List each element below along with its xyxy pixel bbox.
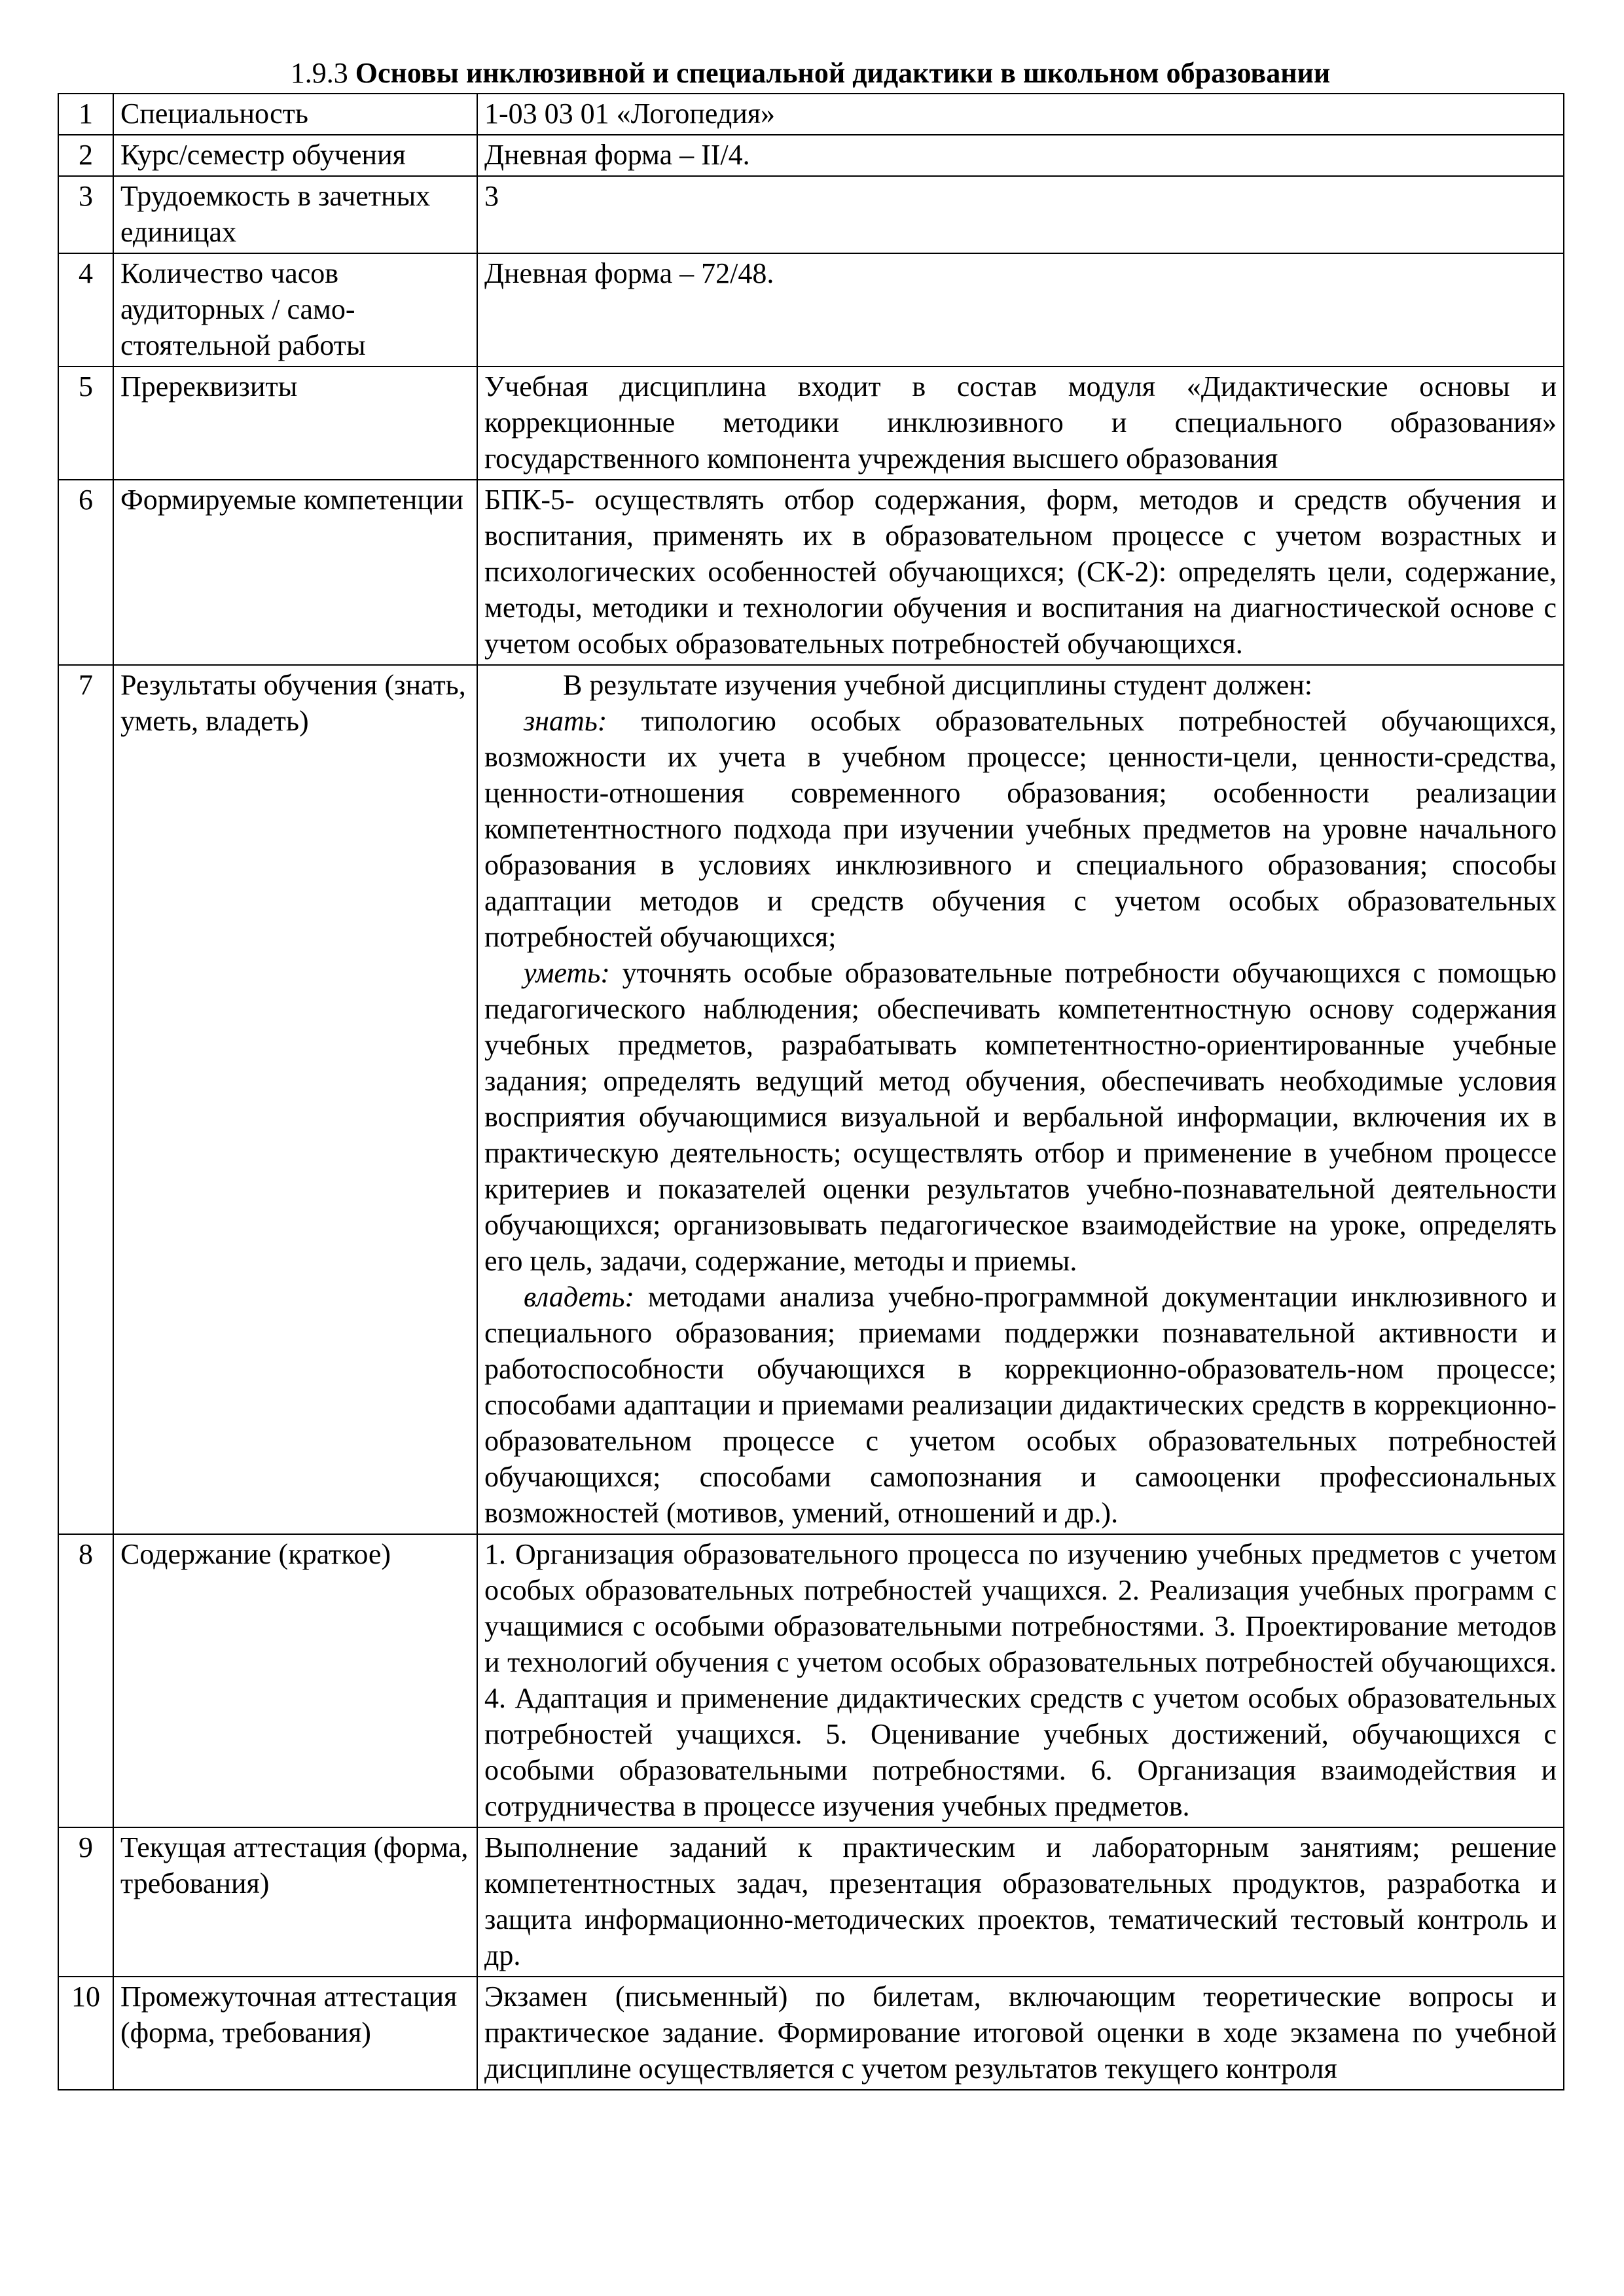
can-term: уметь: (524, 957, 610, 989)
table-row-learning-outcomes (58, 665, 1564, 1534)
row-number: 8 (58, 1534, 113, 1827)
row-label: Содержание (краткое) (113, 1534, 477, 1827)
row-label: Промежуточная аттестация (форма, требования) (113, 1977, 477, 2090)
outcomes-own (484, 1279, 1557, 1531)
document-page (58, 56, 1563, 2090)
row-value (477, 665, 1564, 1534)
section-number: 1.9.3 (290, 57, 348, 89)
row-value: 3 (477, 176, 1564, 253)
document-title (58, 56, 1563, 93)
row-number: 7 (58, 665, 113, 1534)
row-value: 1-03 03 01 «Логопедия» (477, 94, 1564, 135)
own-text: методами анализа учебно-программной документации инклюзивного и специального образования; приемами поддержки познавательной активности и работоспособности обучающихся в коррекционно-образователь-ном процессе; способами адаптации и приемами реализации дидактических средств в коррекционно-образовательном процессе с учетом особых образовательных потребностей обучающихся; способами самопознания и самооценки профессиональных возможностей (мотивов, умений, отношений и др.). (484, 1281, 1557, 1529)
row-label: Формируемые компетенции (113, 480, 477, 665)
row-label: Специальность (113, 94, 477, 135)
row-label: Результаты обучения (знать, уметь, владеть) (113, 665, 477, 1534)
row-number: 3 (58, 176, 113, 253)
row-number: 1 (58, 94, 113, 135)
table-row-interim-assessment (58, 1977, 1564, 2090)
row-label: Количество часов аудиторных / само-стоятельной работы (113, 253, 477, 367)
row-number: 10 (58, 1977, 113, 2090)
know-term: знать: (524, 705, 607, 737)
row-value: Дневная форма – II/4. (477, 135, 1564, 176)
row-value: Выполнение заданий к практическим и лабораторным занятиям; решение компетентностных задач, презентация образовательных продуктов, разработка и защита информационно-методических проектов, тематический тестовый контроль и др. (477, 1827, 1564, 1977)
row-number: 6 (58, 480, 113, 665)
row-label: Текущая аттестация (форма, требования) (113, 1827, 477, 1977)
syllabus-table (58, 93, 1564, 2090)
table-row-current-assessment (58, 1827, 1564, 1977)
row-value: БПК-5- осуществлять отбор содержания, форм, методов и средств обучения и воспитания, применять их в образовательном процессе с учетом возрастных и психологических особенностей обучающихся; (СК-2): определять цели, содержание, методы, методики и технологии обучения и воспитания на диагностической основе с учетом особых образовательных потребностей обучающихся. (477, 480, 1564, 665)
outcomes-can (484, 955, 1557, 1279)
row-label: Курс/семестр обучения (113, 135, 477, 176)
table-row-prerequisites (58, 367, 1564, 480)
row-value: Экзамен (письменный) по билетам, включающим теоретические вопросы и практическое задание. Формирование итоговой оценки в ходе экзамена по учебной дисциплине осуществляется с учетом результатов текущего контроля (477, 1977, 1564, 2090)
row-value: 1. Организация образовательного процесса по изучению учебных предметов с учетом особых образовательных потребностей учащихся. 2. Реализация учебных программ с учащимися с особыми образовательными потребностями. 3. Проектирование методов и технологий обучения с учетом особых образовательных потребностей обучающихся. 4. Адаптация и применение дидактических средств с учетом особых образовательных потребностей учащихся. 5. Оценивание учебных достижений, обучающихся с особыми образовательными потребностями. 6. Организация взаимодействия и сотрудничества в процессе изучения учебных предметов. (477, 1534, 1564, 1827)
table-row-hours (58, 253, 1564, 367)
outcomes-know (484, 703, 1557, 955)
row-label: Пререквизиты (113, 367, 477, 480)
row-label: Трудоемкость в зачетных единицах (113, 176, 477, 253)
section-title: Основы инклюзивной и специальной дидактики в школьном образовании (355, 57, 1331, 89)
outcomes-intro: В результате изучения учебной дисциплины студент должен: (563, 669, 1313, 701)
can-text: уточнять особые образовательные потребности обучающихся с помощью педагогического наблюдения; обеспечивать компетентностную основу содержания учебных предметов, разрабатывать компетентностно-ориентированные учебные задания; определять ведущий метод обучения, обеспечивать необходимые условия восприятия обучающимися визуальной и вербальной информации, включения их в практическую деятельность; осуществлять отбор и применение в учебном процессе критериев и показателей оценки результатов учебно-познавательной деятельности обучающихся; организовывать педагогическое взаимодействие на уроке, определять его цель, задачи, содержание, методы и приемы. (484, 957, 1557, 1277)
row-value: Дневная форма – 72/48. (477, 253, 1564, 367)
row-number: 9 (58, 1827, 113, 1977)
row-value: Учебная дисциплина входит в состав модуля «Дидактические основы и коррекционные методики инклюзивного и специального образования» государственного компонента учреждения высшего образования (477, 367, 1564, 480)
table-row-course-semester (58, 135, 1564, 176)
own-term: владеть: (524, 1281, 635, 1313)
table-row-competences (58, 480, 1564, 665)
know-text: типологию особых образовательных потребностей обучающихся, возможности их учета в учебном процессе; ценности-цели, ценности-средства, ценности-отношения современного образования; особенности реализации компетентностного подхода при изучении учебных предметов на уровне начального образования в условиях инклюзивного и специального образования; способы адаптации методов и средств обучения с учетом особых образовательных потребностей обучающихся; (484, 705, 1557, 953)
table-row-content (58, 1534, 1564, 1827)
table-row-credits (58, 176, 1564, 253)
row-number: 5 (58, 367, 113, 480)
table-row-specialty (58, 94, 1564, 135)
row-number: 2 (58, 135, 113, 176)
row-number: 4 (58, 253, 113, 367)
